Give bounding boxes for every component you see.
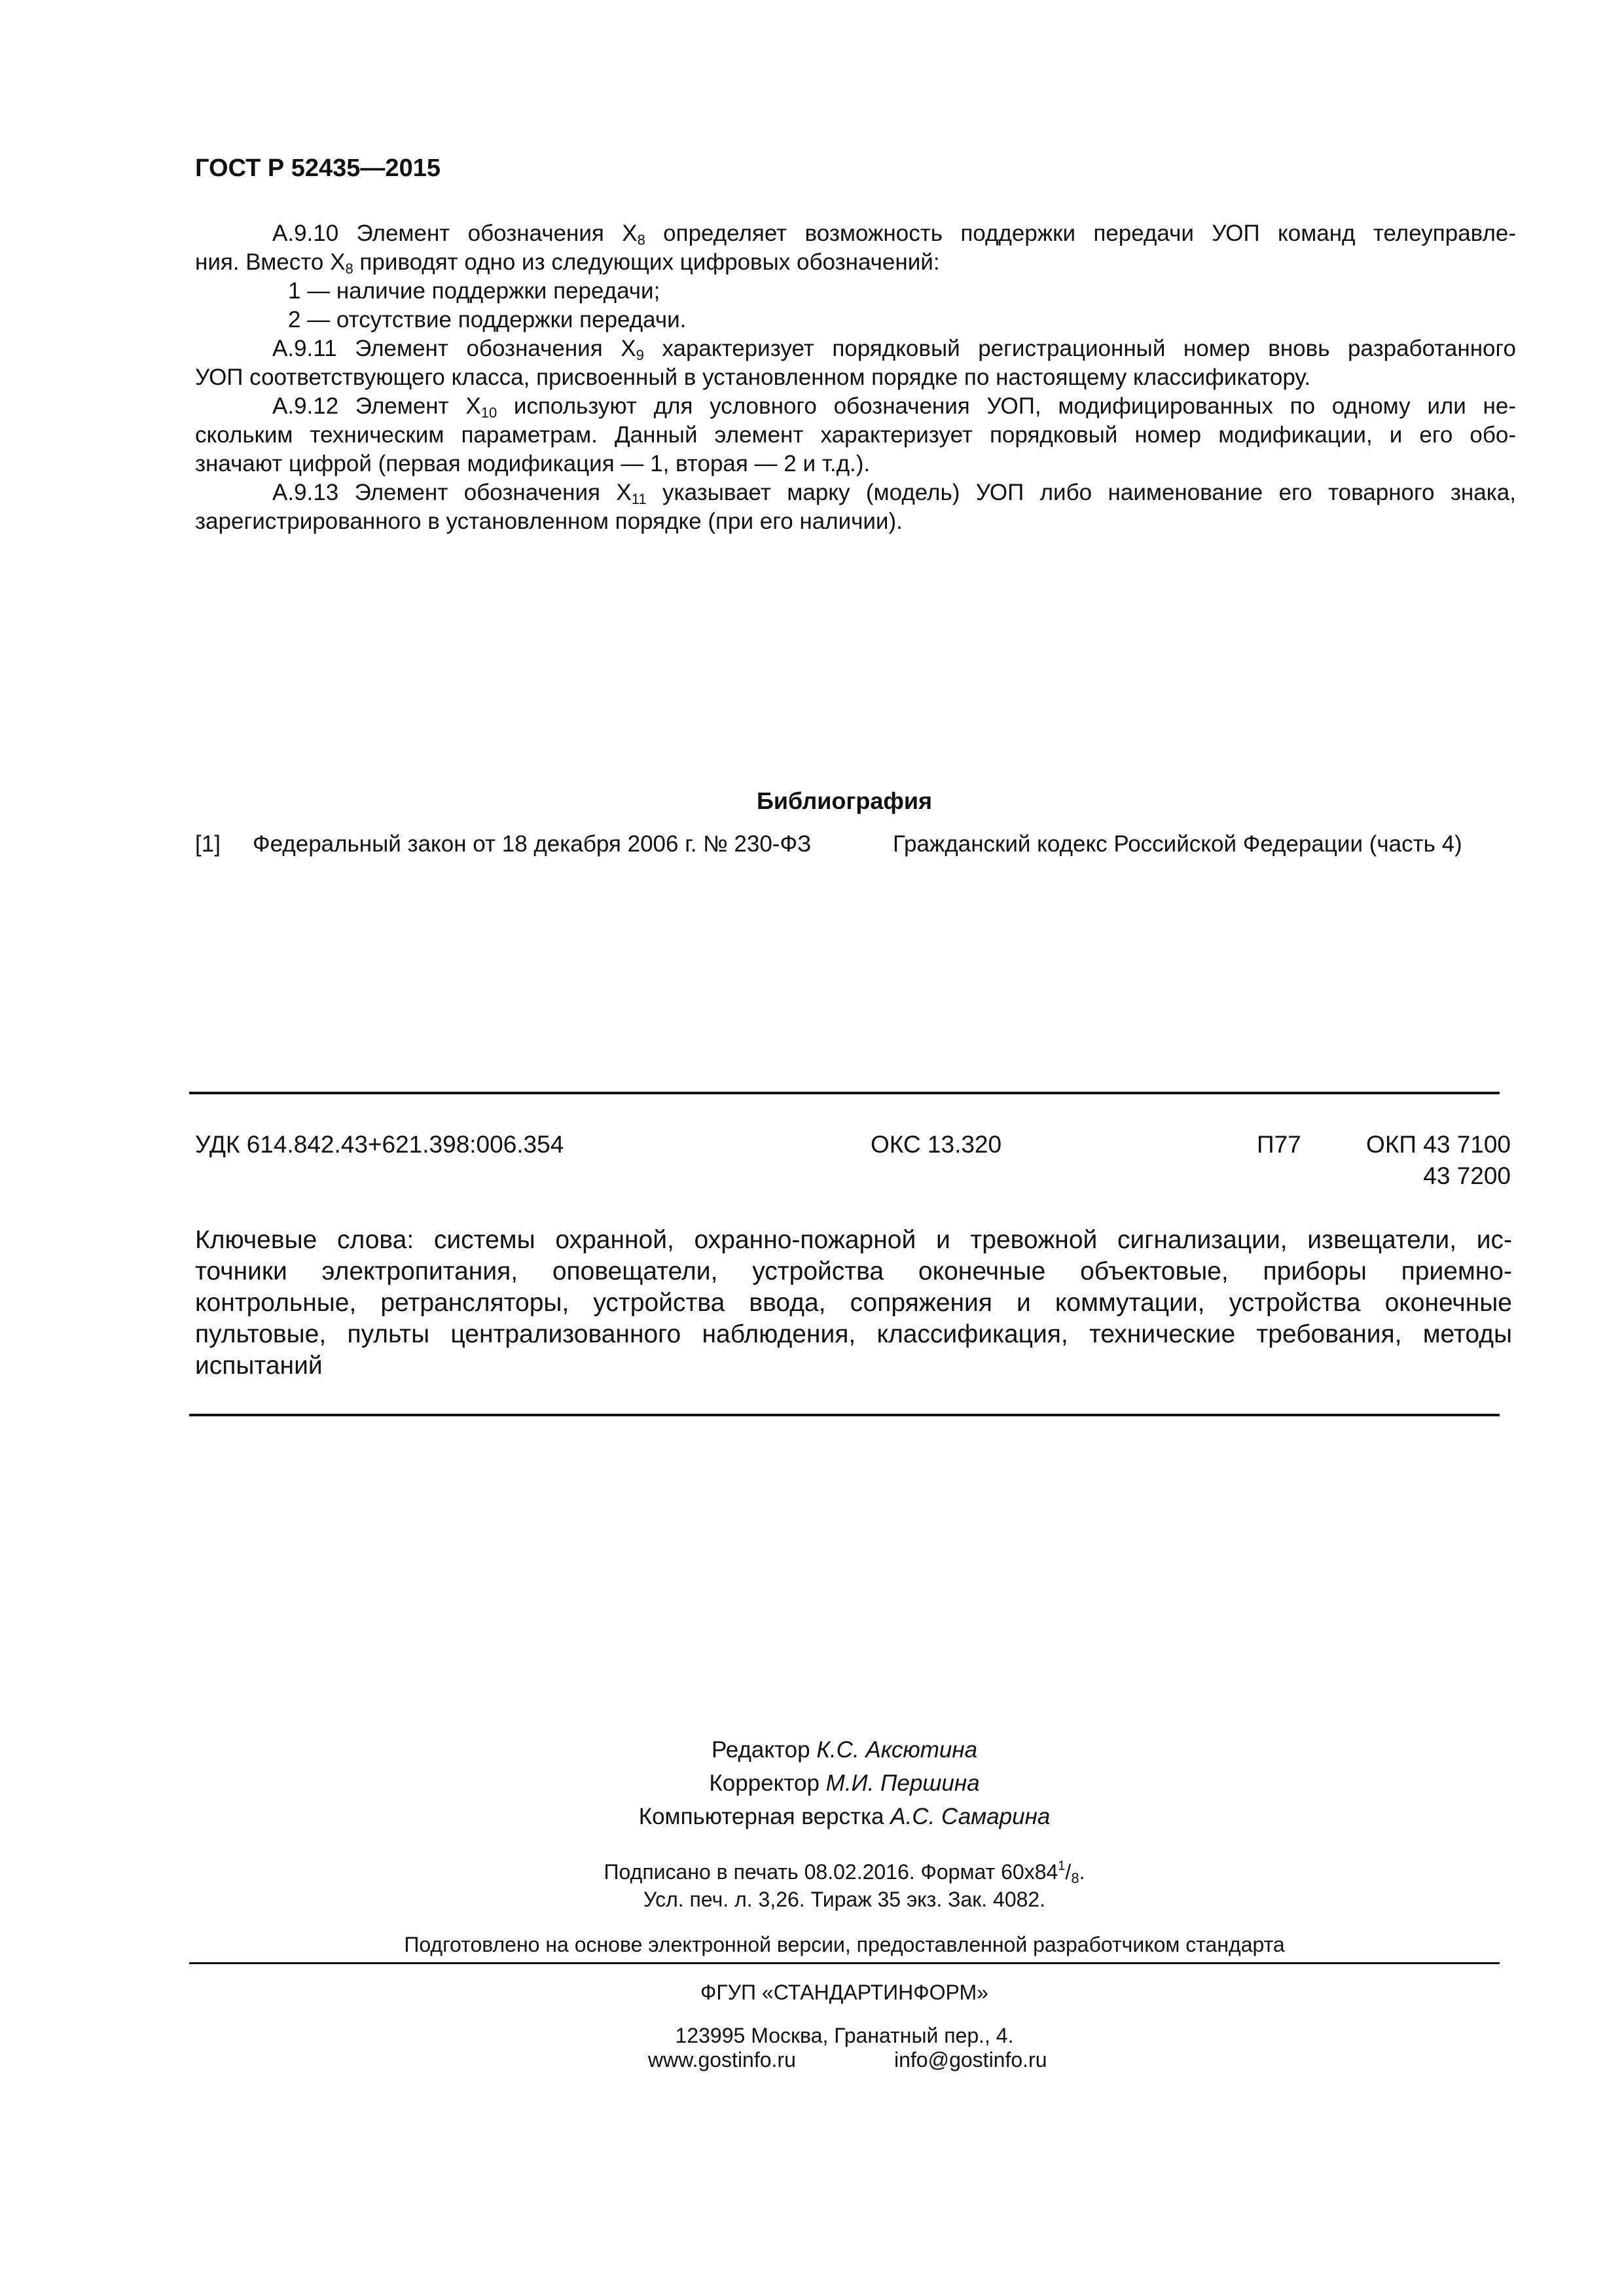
- signed-line: Подписано в печать 08.02.2016. Формат $60х84^1/_8$.: [604, 1859, 1085, 1886]
- keywords-line-2: точники электропитания, оповещатели, устройства оконечные объектовые, приборы приемно-: [195, 1257, 1512, 1285]
- publisher-address: 123995 Москва, Гранатный пер., 4.: [675, 2024, 1014, 2047]
- corrector-line: Корректор М.И. Першина: [709, 1770, 980, 1796]
- bibliography-entry-title: Гражданский кодекс Российской Федерации (часть 4): [893, 831, 1462, 857]
- okp-code-2: 43 7200: [1423, 1162, 1511, 1189]
- classification-top-rule: [189, 1092, 1500, 1094]
- para-a913-line2: зарегистрированного в установленном порядке (при его наличии).: [195, 509, 903, 534]
- bibliography-entry-source: Федеральный закон от 18 декабря 2006 г. № 230-ФЗ: [253, 831, 812, 857]
- keywords-line-3: контрольные, ретрансляторы, устройства ввода, сопряжения и коммутации, устройства оконечные: [195, 1289, 1512, 1317]
- udk-code: УДК 614.842.43+621.398:006.354: [195, 1131, 564, 1158]
- para-a910-line2: ния. Вместо $Х_8$ приводят одно из следующих цифровых обозначений:: [195, 249, 940, 277]
- keywords-line-1: Ключевые слова: системы охранной, охранно-пожарной и тревожной сигнализации, извещатели, ис-: [195, 1226, 1512, 1254]
- publisher-email[interactable]: info@gostinfo.ru: [894, 2048, 1047, 2072]
- bibliography-title: Библиография: [757, 787, 932, 814]
- classification-bottom-rule: [189, 1414, 1500, 1416]
- document-code: ГОСТ Р 52435—2015: [195, 154, 441, 182]
- p77-code: П77: [1257, 1131, 1301, 1158]
- publisher-website[interactable]: www.gostinfo.ru: [648, 2048, 796, 2072]
- para-a910-line1: А.9.10 Элемент обозначения $Х_8$ определяет возможность поддержки передачи УОП команд телеуправле-: [272, 221, 1516, 248]
- para-a912-line1: А.9.12 Элемент $Х_{10}$ используют для условного обозначения УОП, модифицированных по одному или не-: [272, 393, 1516, 421]
- okp-code-1: ОКП 43 7100: [1366, 1131, 1511, 1158]
- list-item-1: 1 — наличие поддержки передачи;: [288, 278, 660, 304]
- publisher-name: ФГУП «СТАНДАРТИНФОРМ»: [700, 1981, 988, 2004]
- para-a913-line1: А.9.13 Элемент обозначения $Х_{11}$ указывает марку (модель) УОП либо наименование его товарного знака,: [272, 480, 1516, 507]
- keywords-line-5: испытаний: [195, 1352, 323, 1380]
- oks-code: ОКС 13.320: [871, 1131, 1002, 1158]
- para-a911-line1: А.9.11 Элемент обозначения $Х_9$ характеризует порядковый регистрационный номер вновь разработанного: [272, 336, 1516, 363]
- editor-line: Редактор К.С. Аксютина: [711, 1737, 978, 1763]
- prepared-line: Подготовлено на основе электронной версии, предоставленной разработчиком стандарта: [404, 1933, 1285, 1956]
- keywords-line-4: пультовые, пульты централизованного наблюдения, классификация, технические требования, методы: [195, 1320, 1512, 1348]
- para-a912-line3: значают цифрой (первая модификация — 1, вторая — 2 и т.д.).: [195, 451, 871, 476]
- layout-line: Компьютерная верстка А.С. Самарина: [638, 1804, 1051, 1829]
- para-a912-line2: скольким техническим параметрам. Данный элемент характеризует порядковый номер модификации, и его обо-: [195, 422, 1516, 448]
- imprint-rule: [189, 1962, 1500, 1964]
- print-info-line: Усл. печ. л. 3,26. Тираж 35 экз. Зак. 4082.: [643, 1888, 1046, 1911]
- bibliography-entry-number: [1]: [195, 831, 221, 857]
- list-item-2: 2 — отсутствие поддержки передачи.: [288, 307, 687, 332]
- para-a911-line2: УОП соответствующего класса, присвоенный в установленном порядке по настоящему классификатору.: [195, 365, 1311, 390]
